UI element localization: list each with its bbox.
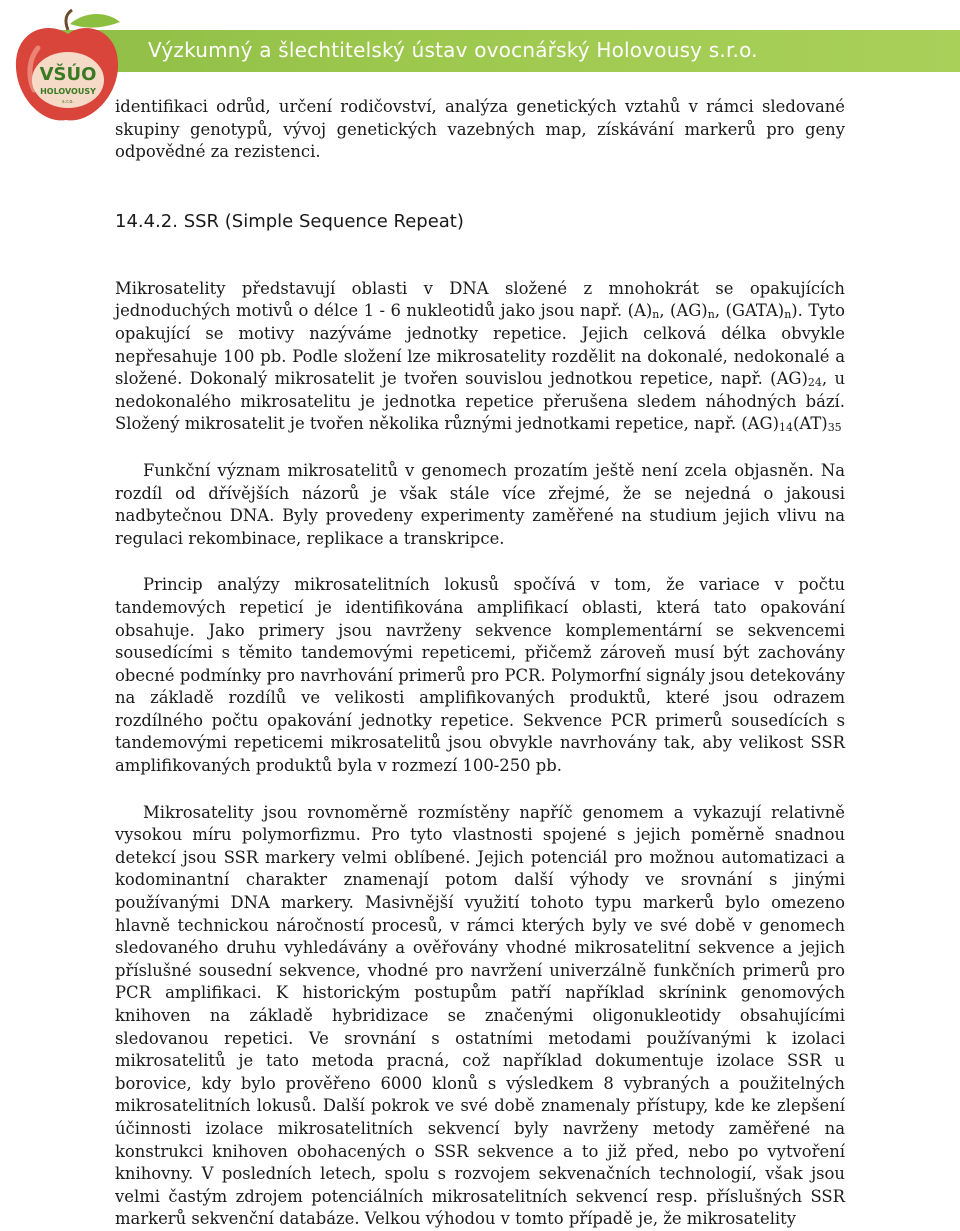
paragraph-function: Funkční význam mikrosatelitů v genomech prozatím ještě není zcela objasněn. Na rozdíl od dřívějších názorů je však stále více zřejmé, že se nejedná o jakousi nadbytečnou DNA. Byly provedeny experimenty zaměřené na studium jejich vlivu na regulaci rekombinace, replikace a transkripce. bbox=[115, 460, 845, 548]
logo-subtext: HOLOVOUSY bbox=[40, 87, 96, 96]
paragraph-microsatellites: Mikrosatelity představují oblasti v DNA složené z mnohokrát se opakujících jednoduchých motivů o délce 1 - 6 nukleotidů jako jsou např. (A)n, (AG)n, (GATA)n). Tyto opakující se motivy nazýváme jednotky repetice. Jejich celková délka obvykle nepřesahuje 100 pb. Podle složení lze mikrosatelity rozdělit na dokonalé, nedokonalé a složené. Dokonalý mikrosatelit je tvořen souvislou jednotkou repetice, např. (AG)24, u nedokonalého mikrosatelitu je jednotka repetice přerušena sledem náhodných bází. Složený mikrosatelit je tvořen několika různými jednotkami repetice, např. (AG)14(AT)35 bbox=[115, 278, 845, 435]
section-heading: 14.4.2. SSR (Simple Sequence Repeat) bbox=[115, 210, 464, 232]
apple-logo-icon bbox=[8, 8, 126, 126]
logo-small-text: s.r.o. bbox=[62, 99, 74, 105]
paragraph-distribution: Mikrosatelity jsou rovnoměrně rozmístěny napříč genomem a vykazují relativně vysokou míru polymorfizmu. Pro tyto vlastnosti spojené s jejich poměrně snadnou detekcí jsou SSR markery velmi oblíbené. Jejich potenciál pro možnou automatizaci a kodominantní charakter znamenají potom další výhody ve srovnání s jinými používanými DNA markery. Masivnější využití tohoto typu markerů bylo omezeno hlavně technickou náročností procesů, v rámci kterých byly ve své době v genomech sledovaného druhu vyhledávány a ověřovány vhodné mikrosatelitní sekvence a jejich příslušné sousední sekvence, vhodné pro navržení univerzálně funkčních primerů pro PCR amplifikaci. K historickým postupům patří například skrínink genomových knihoven na základě hybridizace se značenými oligonukleotidy obsahujícími sledovanou repetici. Ve srovnání s ostatními metodami používanými k izolaci mikrosatelitů je tato metoda pracná, což například dokumentuje izolace SSR u borovice, kdy bylo prověřeno 6000 klonů s výsledkem 8 vybraných a použitelných mikrosatelitních lokusů. Další pokrok ve své době znamenaly přístupy, kde ke zlepšení účinnosti izolace mikrosatelitních sekvencí byly navrženy metody zaměřené na konstrukci knihoven obohacených o SSR sekvence a to již před, nebo po vytvoření knihovny. V posledních letech, spolu s rozvojem sekvenačních technologií, však jsou velmi častým zdrojem potenciálních mikrosatelitních sekvencí resp. příslušných SSR markerů sekvenční databáze. Velkou výhodou v tomto případě je, že mikrosatelity bbox=[115, 802, 845, 1229]
intro-paragraph: identifikaci odrůd, určení rodičovství, analýza genetických vztahů v rámci sledované skupiny genotypů, vývoj genetických vazebných map, získávání markerů pro geny odpovědné za rezistenci. bbox=[115, 97, 845, 162]
institute-title: Výzkumný a šlechtitelský ústav ovocnářský Holovousy s.r.o. bbox=[148, 38, 758, 62]
paragraph-principle: Princip analýzy mikrosatelitních lokusů spočívá v tom, že variace v počtu tandemových repeticí je identifikována amplifikací oblasti, která tato opakování obsahuje. Jako primery jsou navrženy sekvence komplementární se sekvencemi sousedícími s těmito tandemovými repeticemi, přičemž zároveň musí být zachovány obecné podmínky pro navrhování primerů pro PCR. Polymorfní signály jsou detekovány na základě rozdílů ve velikosti amplifikovaných produktů, které jsou odrazem rozdílného počtu opakování jednotky repetice. Sekvence PCR primerů sousedících s tandemovými repeticemi mikrosatelitů jsou obvykle navrhovány tak, aby velikost SSR amplifikovaných produktů byla v rozmezí 100-250 pb. bbox=[115, 575, 845, 776]
logo-text: VŠÚO bbox=[39, 64, 97, 85]
document-body bbox=[115, 96, 845, 1231]
